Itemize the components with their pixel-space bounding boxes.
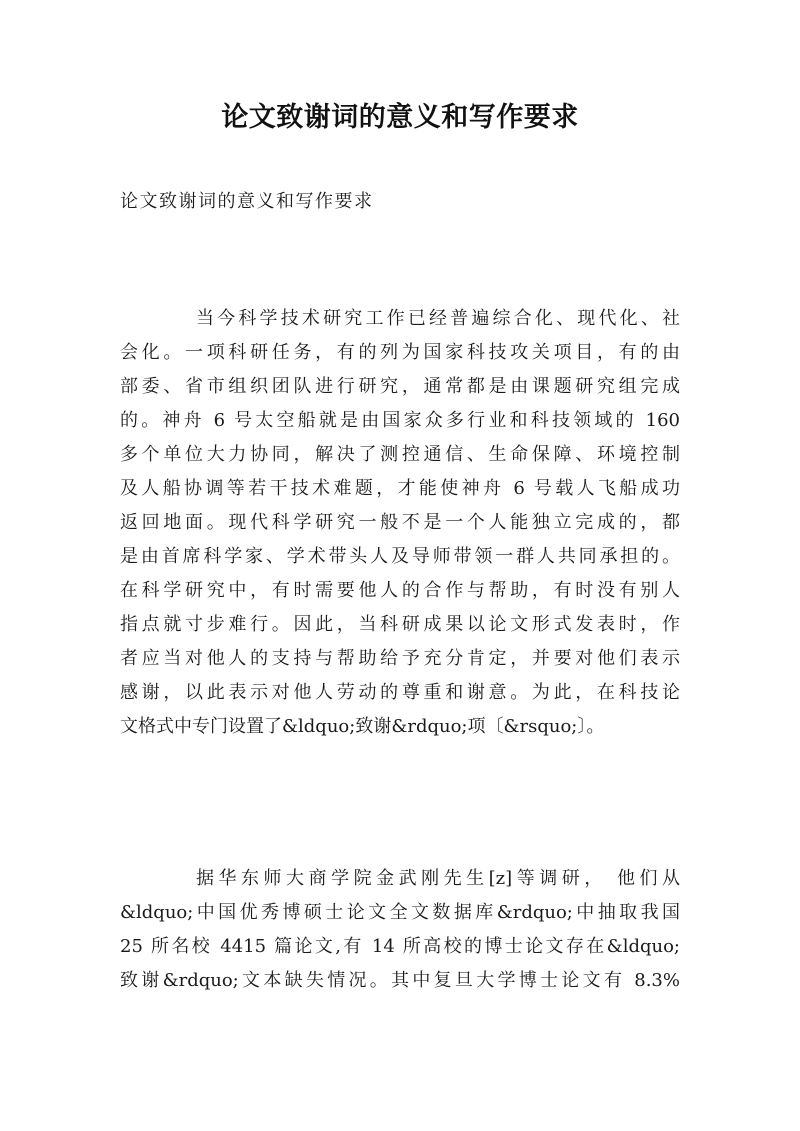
paragraph-line: 致谢&rdquo;文本缺失情况。其中复旦大学博士论文有 8.3% (120, 970, 680, 991)
document-subtitle: 论文致谢词的意义和写作要求 (120, 191, 374, 212)
paragraph-line: 文格式中专门设置了&ldquo;致谢&rdquo;项〔&rsquo;〕。 (120, 716, 605, 737)
document-title: 论文致谢词的意义和写作要求 (221, 102, 579, 133)
paragraph-line: 指点就寸步难行。因此，当科研成果以论文形式发表时，作 (120, 614, 680, 635)
paragraph-line: 感谢，以此表示对他人劳动的尊重和谢意。为此，在科技论 (120, 682, 680, 703)
paragraph-line: 部委、省市组织团队进行研究，通常都是由课题研究组完成 (120, 376, 680, 397)
paragraph-line: 在科学研究中，有时需要他人的合作与帮助，有时没有别人 (120, 580, 680, 601)
paragraph-line: 及人船协调等若干技术难题，才能使神舟 6 号载人飞船成功 (120, 478, 680, 499)
paragraph-line: 多个单位大力协同，解决了测控通信、生命保障、环境控制 (120, 444, 680, 465)
paragraph-line: &ldquo;中国优秀博硕士论文全文数据库&rdquo;中抽取我国 (120, 902, 680, 923)
paragraph-line: 25 所名校 4415 篇论文,有 14 所高校的博士论文存在&ldquo; (120, 936, 680, 957)
paragraph-line: 据华东师大商学院金武刚先生[z]等调研， 他们从 (196, 868, 680, 889)
paragraph-line: 的。神舟 6 号太空船就是由国家众多行业和科技领域的 160 (120, 410, 680, 431)
paragraph-line: 会化。一项科研任务，有的列为国家科技攻关项目，有的由 (120, 342, 680, 363)
paragraph-line: 者应当对他人的支持与帮助给予充分肯定，并要对他们表示 (120, 648, 680, 669)
paragraph-line: 返回地面。现代科学研究一般不是一个人能独立完成的，都 (120, 512, 680, 533)
paragraph-line: 当今科学技术研究工作已经普遍综合化、现代化、社 (196, 308, 680, 329)
paragraph-line: 是由首席科学家、学术带头人及导师带领一群人共同承担的。 (120, 546, 680, 567)
